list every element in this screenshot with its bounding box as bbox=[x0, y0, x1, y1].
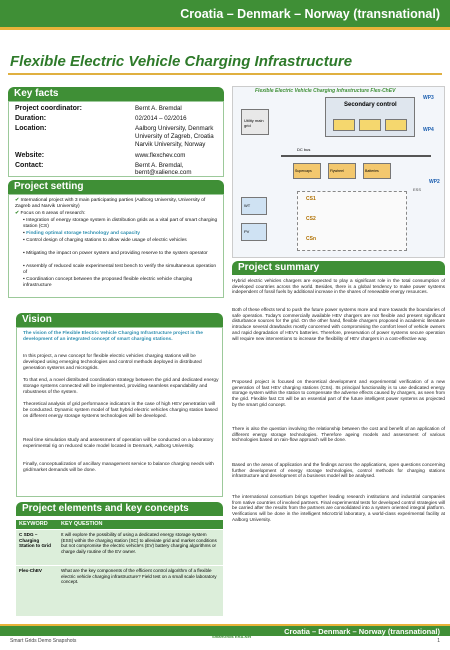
project-summary-header: Project summary bbox=[232, 261, 445, 275]
setting-subitem: ▪ Assembly of reduced scale experimental test bench to verify the simultaneous operation of bbox=[23, 264, 217, 275]
summary-paragraph: Proposed project is focused on theoretical development and experimental verification of a new generation of fast HEV charging stations (CSs). Its principal functionality is to use dedicated energy storage system within the station to compensate the adverse effects caused by chargers, as seen from the grid. Flexible fast CS will be an essential part of the future intelligent power systems as projected by the smart grid concept. bbox=[232, 379, 445, 407]
secondary-control-block: Secondary control bbox=[325, 97, 415, 137]
setting-item: ✔ International project with 3 main participating parties (Aalborg University, University of Zagreb and Narvik University) bbox=[15, 198, 206, 209]
vision-lead: The vision of the Flexible Electric Vehicle Charging Infrastructure project is the development of an integrated concept of smart charging stations. bbox=[23, 331, 203, 342]
vision-paragraph: To that end, a novel distributed coordination strategy between the grid and dedicated energy storage systems connected will be implemented, providing seamless expandability and robustness of the system. bbox=[23, 378, 219, 395]
setting-subitem: ▪ Finding optimal storage technology and capacity bbox=[23, 231, 140, 236]
bottom-banner-title: Croatia – Denmark – Norway (transnational) bbox=[284, 627, 440, 636]
charging-stations-block: CS1 CS2 CSn bbox=[297, 191, 407, 251]
infrastructure-diagram: Flexible Electric Vehicle Charging Infrastructure Flex-ChEV Secondary control WP3 WP4 Utility main grid DC bus Supercaps Flywheel Batteries WP2 CS1 CS2 CSn WT PV ESS bbox=[232, 86, 445, 258]
page-number: 1 bbox=[437, 638, 440, 644]
keyword-table bbox=[16, 520, 223, 616]
footer-left-text: Smart Grids Demo Snapshots bbox=[10, 638, 77, 644]
table-row: Flex-ChEV What are the key components of the efficient control algorithm of a flexible electric vehicle charging infrastructure? Field test on a small scale laboratory concept. bbox=[16, 566, 223, 616]
top-banner bbox=[0, 0, 450, 30]
table-header-row: KEYWORD KEY QUESTION bbox=[16, 520, 223, 530]
main-grid-block: Utility main grid bbox=[241, 109, 269, 135]
setting-subitem: ▪ Coordination concept between the proposed flexible electric vehicle charging infrastructure bbox=[23, 277, 193, 288]
smartgrids-logo: SmartGrids ERA-Net bbox=[212, 634, 252, 639]
key-facts-header: Key facts bbox=[8, 87, 224, 101]
main-title: Flexible Electric Vehicle Charging Infrastructure bbox=[10, 53, 353, 70]
summary-paragraph: Based on the areas of application and the findings across the applications, open questions concerning further development of energy storage technologies, control methods for charging stations infrastructure and development of a business model will be analysed. bbox=[232, 462, 445, 479]
vision-box bbox=[16, 327, 223, 497]
summary-paragraph: There is also the question involving the relationship between the cost and benefit of an application of different energy storage technologies. Therefore ageing models and assessment of various technologies based on rain-flow approach will be done. bbox=[232, 426, 445, 443]
table-row: C SDG – Charging Station to Grid It will explore the possibility of using a dedicated energy storage system (ESS) within the charging station (SC) to alleviate grid and market conditions but not compromise the electric vehicle's (EV) battery charging algorithms or charge daily routine of the EV owner. bbox=[16, 530, 223, 566]
flywheel-block: Flywheel bbox=[328, 163, 356, 179]
summary-paragraph: Hybrid electric vehicles chargers are expected to play a significant role in the total consumption of developed countries across the world. Besides, there is a global tendency to make power systems independent of fossil fuels by additional increase in the shares of renewable energy resources. bbox=[232, 278, 445, 295]
vision-paragraph: In this project, a new concept for flexible electric vehicles charging stations will be developed using emerging technologies and control methods deployed in distributed generation systems and microgrids. bbox=[23, 354, 202, 371]
setting-subitem: ▪ Control design of charging stations to allow wide usage of electric vehicles bbox=[23, 238, 187, 243]
wt-block: WT bbox=[241, 197, 267, 215]
project-setting-header: Project setting bbox=[8, 180, 224, 194]
setting-subitem: ▪ Integration of energy storage system in distribution grids as a vital part of smart charging station (CS) bbox=[23, 218, 218, 229]
vision-paragraph: Theoretical analysis of grid performance indicators in the case of high HEV penetration will be conducted. Dynamic system model of fast hybrid electric vehicles charging station based on different energy storage systems technologies will be developed. bbox=[23, 402, 218, 419]
project-setting-box bbox=[8, 194, 224, 298]
summary-paragraph: The international consortium brings together leading research institutions and industrial companies from native countries of involved partners. Final experimental tests for developed control strategies will be carried after the results from the partners are consolidated into a system oriented integral platform. Verifications will be done in the intelligent MicroGrid laboratory, a world-class experimental facility at Aalborg University. bbox=[232, 494, 445, 522]
problem-header: Project elements and key concepts bbox=[16, 502, 223, 516]
pv-block: PV bbox=[241, 223, 267, 241]
title-divider bbox=[8, 73, 442, 75]
diagram-title: Flexible Electric Vehicle Charging Infrastructure Flex-ChEV bbox=[255, 88, 396, 94]
vision-paragraph: Real time simulation study and assessment of operation will be conducted on a laboratory experimental rig on reduced scale model located in Denmark, Aalborg University. bbox=[23, 438, 214, 449]
vision-header: Vision bbox=[16, 313, 223, 327]
summary-paragraph: Both of these effects tend to push the future power systems more and more towards the boundaries of safe operation. Today's commercially available HEV chargers are not flexible and present significant disturbance sources for the grid. On the other hand, flexible chargers proposed in academic literature introduce several drawbacks mostly concerned with compromising the comfort level of vehicle owners and rapid degradation of HEV's batteries. Therefore, preservation of power systems secure operation will require new interventions to increase the flexibility of HEV chargers in a cost-effective way. bbox=[232, 307, 445, 341]
supercaps-block: Supercaps bbox=[293, 163, 321, 179]
setting-item: ✔ Focus on 6 areas of research: bbox=[15, 211, 86, 216]
setting-subitem: ▪ Mitigating the impact on power system and providing reserve to the system operator bbox=[23, 251, 208, 256]
vision-paragraph: Finally, conceptualization of ancillary management service to balance charging needs with grid/market demands will be done. bbox=[23, 462, 214, 473]
banner-title: Croatia – Denmark – Norway (transnational) bbox=[180, 7, 440, 21]
key-facts-box: Project coordinator: Bernt A. Bremdal Duration: 02/2014 – 02/2016 Location: Aalborg University, Denmark University of Zagreb, Croatia Narvik University, Norway Website: www.flexchev.com Contact: Bernt A. Bremdal, bernt@xalience.com bbox=[8, 101, 224, 177]
batteries-block: Batteries bbox=[363, 163, 391, 179]
